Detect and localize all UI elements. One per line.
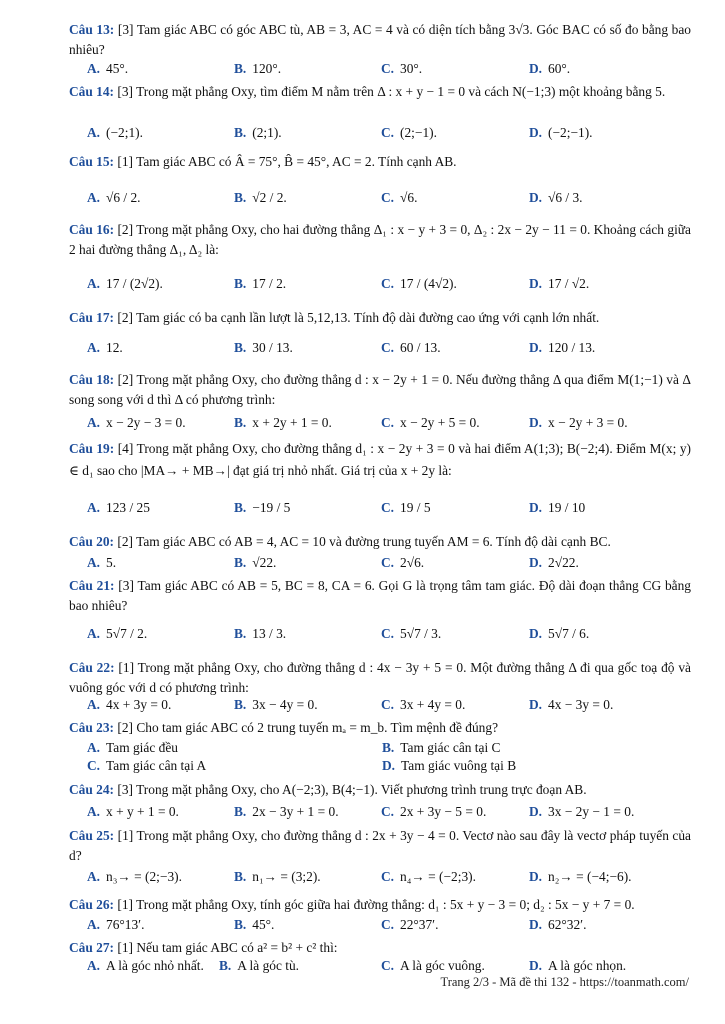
option-d[interactable]: D. 19 / 10	[529, 500, 586, 515]
option-d[interactable]: D. 3x − 2y − 1 = 0.	[529, 804, 635, 819]
option-d[interactable]: D. Tam giác vuông tại B	[382, 758, 517, 773]
option-b[interactable]: B. 45°.	[234, 917, 275, 932]
option-b[interactable]: B. √22.	[234, 555, 277, 570]
question-label: Câu 26:	[69, 897, 115, 912]
options-14	[69, 122, 691, 144]
question-text: [1] Nếu tam giác ABC có a² = b² + c² thì:	[117, 940, 338, 955]
options-16	[69, 262, 691, 306]
option-d[interactable]: D. n₂→ = (−4;−6).	[529, 869, 632, 884]
option-b[interactable]: B. A là góc tù.	[219, 958, 300, 973]
option-c[interactable]: C. 19 / 5	[381, 500, 431, 515]
question-text: [1] Trong mặt phẳng Oxy, cho đường thẳng d : 2x + 3y − 4 = 0. Vectơ nào sau đây là vectơ pháp tuyến của d?	[69, 828, 691, 863]
option-c[interactable]: C. 60 / 13.	[381, 340, 441, 355]
options-23-row1	[69, 738, 691, 758]
option-b[interactable]: B. √2 / 2.	[234, 190, 287, 205]
question-text: [2] Tam giác ABC có AB = 4, AC = 10 và đường trung tuyến AM = 6. Tính độ dài cạnh BC.	[117, 534, 611, 549]
option-c[interactable]: C. √6.	[381, 190, 418, 205]
option-c[interactable]: C. 30°.	[381, 61, 423, 76]
option-d[interactable]: D. 2√22.	[529, 555, 579, 570]
option-a[interactable]: A. n₃→ = (2;−3).	[87, 869, 182, 884]
question-18	[69, 370, 691, 410]
question-text: [3] Trong mặt phẳng Oxy, tìm điểm M nằm trên Δ : x + y − 1 = 0 và cách N(−1;3) một khoảng bằng 5.	[117, 84, 666, 99]
question-16	[69, 220, 691, 260]
question-13	[69, 20, 691, 60]
option-d[interactable]: D. 4x − 3y = 0.	[529, 697, 614, 712]
option-d[interactable]: D. 62°32′.	[529, 917, 587, 932]
option-b[interactable]: B. 120°.	[234, 61, 282, 76]
question-20	[69, 532, 691, 552]
question-label: Câu 22:	[69, 660, 115, 675]
option-a[interactable]: A. (−2;1).	[87, 125, 143, 140]
question-text: [1] Trong mặt phẳng Oxy, tính góc giữa hai đường thẳng: d₁ : 5x + y − 3 = 0; d₂ : 5x − y + 7 = 0.	[117, 897, 635, 912]
option-d[interactable]: D. √6 / 3.	[529, 190, 583, 205]
question-text: [3] Trong mặt phẳng Oxy, cho A(−2;3), B(4;−1). Viết phương trình trung trực đoạn AB.	[117, 782, 587, 797]
question-text: [3] Tam giác ABC có góc ABC tù, AB = 3, AC = 4 và có diện tích bằng 3√3. Góc BAC có số đo bằng bao nhiêu?	[69, 22, 691, 57]
question-text: [2] Cho tam giác ABC có 2 trung tuyến mₐ = m_b. Tìm mệnh đề đúng?	[117, 720, 499, 735]
options-13	[69, 58, 691, 80]
option-b[interactable]: B. n₁→ = (3;2).	[234, 869, 321, 884]
option-b[interactable]: B. x + 2y + 1 = 0.	[234, 415, 332, 430]
option-c[interactable]: C. 2x + 3y − 5 = 0.	[381, 804, 487, 819]
option-c[interactable]: C. A là góc vuông.	[381, 958, 485, 973]
options-21	[69, 612, 691, 656]
question-label: Câu 18:	[69, 372, 115, 387]
question-21	[69, 576, 691, 616]
options-15	[69, 176, 691, 220]
question-label: Câu 20:	[69, 534, 115, 549]
question-17	[69, 308, 691, 328]
option-b[interactable]: B. 30 / 13.	[234, 340, 293, 355]
page-footer: Trang 2/3 - Mã đề thi 132 - https://toanmath.com/	[440, 975, 689, 989]
option-a[interactable]: A. A là góc nhỏ nhất.	[87, 958, 204, 973]
option-b[interactable]: B. −19 / 5	[234, 500, 291, 515]
question-label: Câu 23:	[69, 720, 115, 735]
question-24	[69, 780, 691, 800]
option-a[interactable]: A. 45°.	[87, 61, 129, 76]
option-a[interactable]: A. 123 / 25	[87, 500, 150, 515]
question-label: Câu 15:	[69, 154, 115, 169]
question-text: [2] Tam giác có ba cạnh lần lượt là 5,12,13. Tính độ dài đường cao ứng với cạnh lớn nhất.	[117, 310, 600, 325]
option-c[interactable]: C. 5√7 / 3.	[381, 626, 442, 641]
option-b[interactable]: B. 2x − 3y + 1 = 0.	[234, 804, 339, 819]
option-d[interactable]: D. 5√7 / 6.	[529, 626, 590, 641]
question-label: Câu 13:	[69, 22, 115, 37]
question-label: Câu 24:	[69, 782, 115, 797]
question-label: Câu 14:	[69, 84, 115, 99]
options-23-row2	[69, 756, 691, 776]
options-20	[69, 552, 691, 574]
question-26	[69, 895, 691, 915]
option-a[interactable]: A. 76°13′.	[87, 917, 145, 932]
question-25	[69, 826, 691, 866]
question-text: [1] Tam giác ABC có Â = 75°, B̂ = 45°, AC = 2. Tính cạnh AB.	[117, 154, 457, 169]
question-label: Câu 17:	[69, 310, 115, 325]
question-text: [2] Trong mặt phẳng Oxy, cho đường thẳng d : x − 2y + 1 = 0. Nếu đường thẳng Δ qua điểm M(1;−1) và Δ song song với d thì Δ có phương trình:	[69, 372, 691, 407]
option-a[interactable]: A. 12.	[87, 340, 123, 355]
option-a[interactable]: A. x − 2y − 3 = 0.	[87, 415, 186, 430]
question-15	[69, 152, 691, 172]
question-19	[69, 438, 691, 482]
options-17	[69, 326, 691, 370]
question-22	[69, 658, 691, 698]
option-c[interactable]: C. 2√6.	[381, 555, 425, 570]
question-text: [1] Trong mặt phẳng Oxy, cho đường thẳng d : 4x − 3y + 5 = 0. Một đường thẳng Δ đi qua gốc toạ độ và vuông góc với d có phương trình:	[69, 660, 691, 695]
option-a[interactable]: A. Tam giác đều	[87, 740, 178, 755]
question-label: Câu 25:	[69, 828, 115, 843]
option-a[interactable]: A. x + y + 1 = 0.	[87, 804, 179, 819]
option-b[interactable]: B. 17 / 2.	[234, 276, 287, 291]
option-d[interactable]: D. A là góc nhọn.	[529, 958, 627, 973]
option-a[interactable]: A. 5√7 / 2.	[87, 626, 148, 641]
options-26	[69, 914, 691, 936]
option-a[interactable]: A. 5.	[87, 555, 117, 570]
option-c[interactable]: C. x − 2y + 5 = 0.	[381, 415, 480, 430]
question-text: [4] Trong mặt phẳng Oxy, cho đường thẳng d₁ : x − 2y + 3 = 0 và hai điểm A(1;3); B(−2;4). Điểm M(x; y) ∈ d₁ sao cho |MA→ + MB→| đạt giá trị nhỏ nhất. Giá trị của x + 2y là:	[69, 441, 691, 478]
options-19	[69, 486, 691, 530]
options-25	[69, 866, 691, 888]
option-d[interactable]: D. (−2;−1).	[529, 125, 593, 140]
option-d[interactable]: D. x − 2y + 3 = 0.	[529, 415, 628, 430]
option-b[interactable]: B. 13 / 3.	[234, 626, 287, 641]
option-c[interactable]: C. n₄→ = (−2;3).	[381, 869, 476, 884]
option-d[interactable]: D. 17 / √2.	[529, 276, 590, 291]
option-a[interactable]: A. 4x + 3y = 0.	[87, 697, 172, 712]
option-d[interactable]: D. 120 / 13.	[529, 340, 596, 355]
option-a[interactable]: A. √6 / 2.	[87, 190, 141, 205]
options-24	[69, 801, 691, 823]
question-label: Câu 19:	[69, 441, 115, 456]
question-text: [2] Trong mặt phẳng Oxy, cho hai đường thẳng Δ₁ : x − y + 3 = 0, Δ₂ : 2x − 2y − 11 = 0. Khoảng cách giữa 2 hai đường thẳng Δ₁, Δ₂ là:	[69, 222, 691, 257]
option-b[interactable]: B. 3x − 4y = 0.	[234, 697, 318, 712]
option-c[interactable]: C. 3x + 4y = 0.	[381, 697, 466, 712]
option-b[interactable]: B. Tam giác cân tại C	[382, 740, 501, 755]
options-22	[69, 694, 691, 716]
question-label: Câu 16:	[69, 222, 115, 237]
option-c[interactable]: C. 17 / (4√2).	[381, 276, 457, 291]
question-label: Câu 21:	[69, 578, 115, 593]
question-text: [3] Tam giác ABC có AB = 5, BC = 8, CA = 6. Gọi G là trọng tâm tam giác. Độ dài đoạn thẳng CG bằng bao nhiêu?	[69, 578, 692, 613]
options-18	[69, 412, 691, 434]
option-b[interactable]: B. (2;1).	[234, 125, 282, 140]
options-27	[69, 955, 691, 977]
question-14	[69, 82, 691, 102]
option-c[interactable]: C. 22°37′.	[381, 917, 439, 932]
option-c[interactable]: C. Tam giác cân tại A	[87, 758, 207, 773]
option-a[interactable]: A. 17 / (2√2).	[87, 276, 163, 291]
question-23	[69, 718, 691, 738]
option-c[interactable]: C. (2;−1).	[381, 125, 437, 140]
option-d[interactable]: D. 60°.	[529, 61, 571, 76]
question-label: Câu 27:	[69, 940, 115, 955]
